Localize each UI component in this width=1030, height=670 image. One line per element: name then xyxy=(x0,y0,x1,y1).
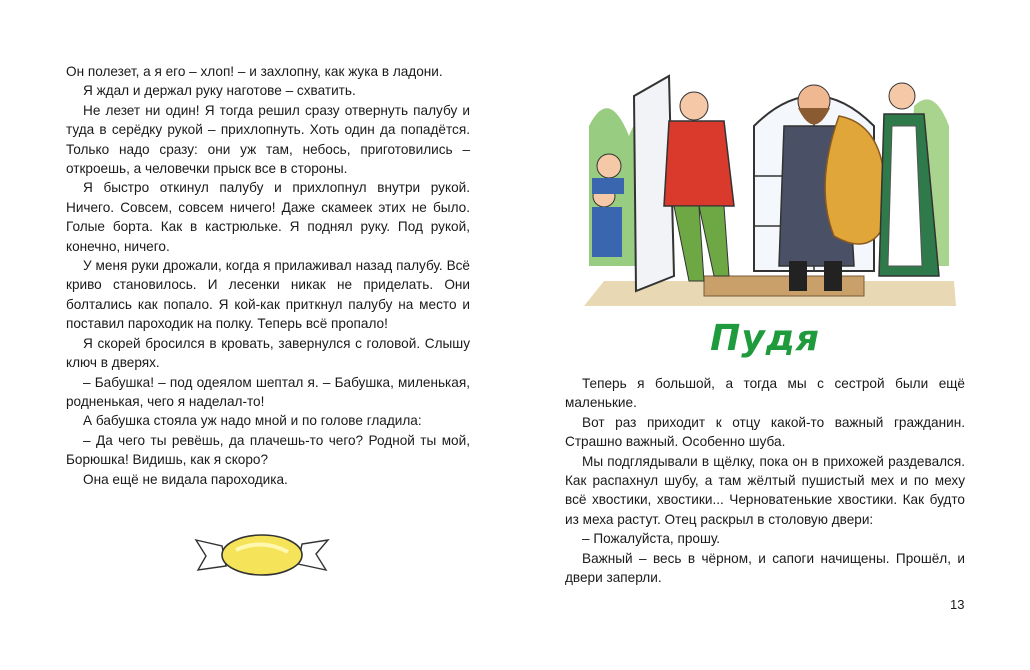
illustration xyxy=(584,66,956,306)
paragraph: – Бабушка! – под одеялом шептал я. – Бабушка, миленькая, родненькая, чего я наделал-то! xyxy=(66,374,470,409)
paragraph: А бабушка стояла уж надо мной и по голове гладила: xyxy=(83,413,422,429)
left-page-text xyxy=(66,62,470,489)
paragraph: Теперь я большой, а тогда мы с сестрой были ещё маленькие. xyxy=(565,376,965,411)
chapter-title: Пудя xyxy=(710,318,820,359)
paragraph: Вот раз приходит к отцу какой-то важный гражданин. Страшно важный. Особенно шуба. xyxy=(565,414,965,450)
paragraph: Мы подглядывали в щёлку, пока он в прихожей раздевался. Как распахнул шубу, а там жёлтый пушистый мех и по меху всё хвостики, хвостики... Черноватенькие хвостики. Как будто из меха растут. Отец раскрыл в столовую двери: xyxy=(565,453,965,527)
paragraph: Она ещё не видала пароходика. xyxy=(83,471,288,487)
paragraph: Важный – весь в чёрном, и сапоги начищены. Прошёл, и двери заперли. xyxy=(565,550,965,586)
paragraph: Я быстро откинул палубу и прихлопнул внутри рукой. Ничего. Совсем, совсем ничего! Даже скамеек этих не было. Голые борта. Как в кастрюльке. Я поднял руку. Под рукой, конечно, ничего. xyxy=(66,180,470,254)
paragraph: Я скорей бросился в кровать, завернулся с головой. Слышу ключ в дверях. xyxy=(66,335,470,371)
page-number: 13 xyxy=(950,597,965,612)
right-page-text xyxy=(565,374,965,587)
paragraph: Не лезет ни один! Я тогда решил сразу отвернуть палубу и туда в серёдку рукой – прихлопнуть. Хоть один да попадётся. Только надо сразу: они уж там, небось, приготовились – откроешь, а человечки прыск все в стороны. xyxy=(66,102,470,177)
paragraph: Я ждал и держал руку наготове – схватить. xyxy=(83,83,356,99)
paragraph: Он полезет, а я его – хлоп! – и захлопну, как жука в ладони. xyxy=(66,64,443,79)
paragraph: У меня руки дрожали, когда я прилаживал назад палубу. Всё криво становилось. И лесенки никак не приделать. Они болтались как попало. Я кой-как приткнул палубу на место и поставил пароходик на полку. Теперь всё пропало! xyxy=(66,258,470,332)
paragraph: – Пожалуйста, прошу. xyxy=(582,531,721,547)
paragraph: – Да чего ты ревёшь, да плачешь-то чего? Родной ты мой, Борюшка! Видишь, как я скоро? xyxy=(66,432,470,468)
candy-icon xyxy=(192,526,332,580)
